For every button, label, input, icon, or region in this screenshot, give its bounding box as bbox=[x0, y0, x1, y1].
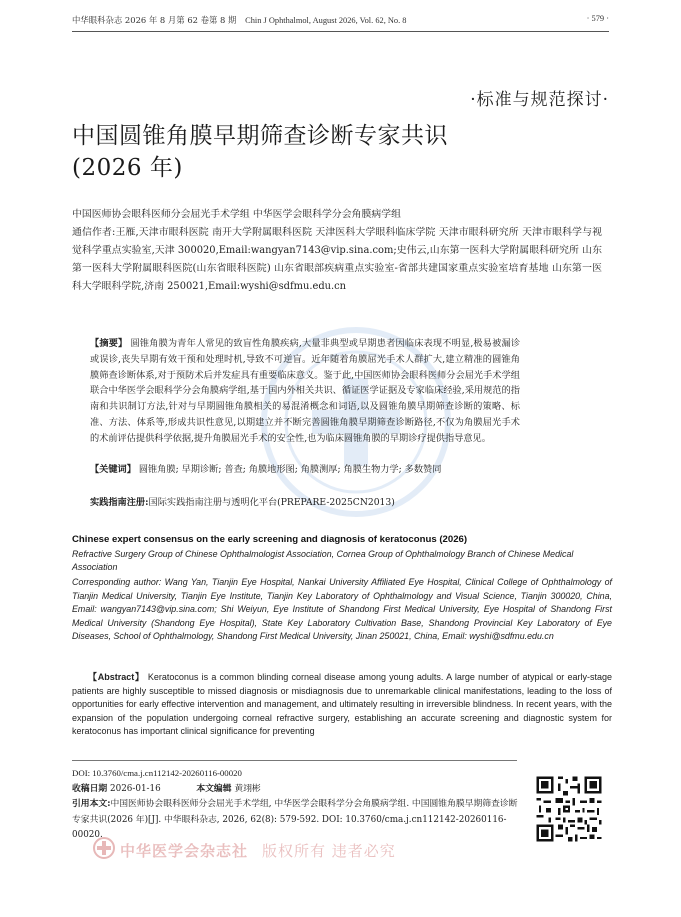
doi: DOI: 10.3760/cma.j.cn112142-20260116-00020 bbox=[72, 768, 242, 778]
copyright-notice: 版权所有 违者必究 bbox=[262, 842, 396, 860]
correspondence-cn: 通信作者:王雁,天津市眼科医院 南开大学附属眼科医院 天津医科大学眼科临床学院 天津市眼科研究所 天津市眼科学与视觉科学重点实验室,天津 300020,Email:wangyan7143@vip.sina.com;史伟云,山东第一医科大学附属眼科研究所 山东第一医科大学附属眼科医院(山东省眼科医院) 山东省眼部疾病重点实验室-省部共建国家重点实验室培育基地 山东第一医科大学眼科学院,济南 250021,Email:wyshi@sdfmu.edu.cn bbox=[72, 227, 602, 292]
guideline-registration bbox=[90, 494, 520, 508]
abstract-cn bbox=[90, 336, 520, 447]
publisher-logo-text bbox=[120, 840, 396, 861]
english-title: Chinese expert consensus on the early screening and diagnosis of keratoconus (2026) bbox=[72, 534, 468, 545]
footer-divider bbox=[72, 760, 517, 761]
citation-text: 中国医师协会眼科医师分会屈光手术学组, 中华医学会眼科学分会角膜病学组. 中国圆锥角膜早期筛查诊断专家共识(2026 年)[J]. 中华眼科杂志, 2026, 62(8): 579-592. DOI: 10.3760/cma.j.cn112142-20260116-00020. bbox=[72, 799, 518, 841]
received-date: 2026-01-16 bbox=[110, 783, 161, 794]
english-abstract-text: Keratoconus is a common blinding corneal disease among young adults. A large number of atypical or early-stage patients are highly susceptible to missed diagnosis or misdiagnosis due to unremarkable clinical manifestations, leading to the loss of opportunities for early effective intervention and management, and ultimately resulting in irreversible blindness. In recent years, with the expansion of the population undergoing corneal refractive surgery, establishing an accurate screening and diagnostic system for keratoconus has important clinical significance for preventing bbox=[72, 672, 612, 736]
article-footer bbox=[72, 766, 522, 844]
abstract-cn-label: 【摘要】 bbox=[90, 338, 128, 349]
running-header bbox=[72, 14, 609, 30]
citation-label: 引用本文: bbox=[72, 799, 111, 810]
journal-en: Chin J Ophthalmol, August 2026, Vol. 62, No. 8 bbox=[245, 16, 407, 25]
english-correspondence: Corresponding author: Wang Yan, Tianjin Eye Hospital, Nankai University Affiliated Eye Hospital, Clinical College of Ophthalmology of Tianjin Medical University, Tianjin Eye Institute, Tianjin Key Laboratory of Ophthalmology and Visual Science, Tianjin 300020, China, Email: wangyan7143@vip.sina.com; Shi Weiyun, Eye Institute of Shandong First Medical University, Eye Hospital of Shandong First Medical University (Shandong Eye Hospital), State Key Laboratory Cultivation Base, Shandong Provincial Key Laboratory of Eye Diseases, School of Ophthalmology, Shandong First Medical University, Jinan 250021, China, Email: wyshi@sdfmu.edu.cn bbox=[72, 577, 612, 642]
publisher-logo-icon bbox=[92, 836, 116, 860]
registration-label: 实践指南注册: bbox=[90, 497, 149, 508]
english-abstract bbox=[72, 671, 612, 739]
registration-text: 国际实践指南注册与透明化平台(PREPARE-2025CN2013) bbox=[148, 497, 395, 508]
editor-name: 黄翊彬 bbox=[234, 783, 261, 794]
abstract-cn-text: 圆锥角膜为青年人常见的致盲性角膜疾病,大量非典型或早期患者因临床表现不明显,极易被漏诊或误诊,丧失早期有效干预和处理时机,导致不可逆盲。近年随着角膜屈光手术人群扩大,建立精准的圆锥角膜筛查诊断体系,对于预防术后并发症具有重要临床意义。鉴于此,中国医师协会眼科医师分会屈光手术学组联合中华医学会眼科学分会角膜病学组,基于国内外相关共识、循证医学证据及专家临床经验,采用规范的指南和共识制订方法,针对与早期圆锥角膜相关的易混淆概念和词语,以及圆锥角膜早期筛查诊断的策略、标准、方法、体系等,形成共识性意见,以期建立并不断完善圆锥角膜早期筛查诊断路径,不仅为角膜屈光手术的术前评估提供科学依据,提升角膜屈光手术的安全性,也为临床圆锥角膜的早期诊疗提供指导意见。 bbox=[90, 338, 521, 444]
header-divider bbox=[72, 31, 609, 32]
title-line-1: 中国圆锥角膜早期筛查诊断专家共识 bbox=[72, 123, 448, 149]
keywords-cn-label: 【关键词】 bbox=[90, 464, 136, 475]
author-groups: 中国医师协会眼科医师分会屈光手术学组 中华医学会眼科学分会角膜病学组 bbox=[72, 209, 402, 220]
keywords-cn bbox=[90, 462, 520, 478]
journal-info bbox=[72, 14, 407, 26]
received-label: 收稿日期 bbox=[72, 783, 108, 794]
editor-label: 本文编辑 bbox=[196, 783, 232, 794]
received-editor-line bbox=[72, 782, 522, 798]
page-number: · 579 · bbox=[586, 14, 609, 23]
title-line-2: (2026 年) bbox=[72, 155, 183, 181]
article-title bbox=[72, 120, 592, 184]
qr-code-icon[interactable] bbox=[534, 774, 604, 844]
keywords-cn-text: 圆锥角膜; 早期诊断; 普查; 角膜地形图; 角膜测厚; 角膜生物力学; 多数赞同 bbox=[138, 464, 442, 475]
english-abstract-label: 【Abstract】 bbox=[88, 672, 145, 682]
publisher-name: 中华医学会杂志社 bbox=[120, 842, 249, 860]
authors-cn bbox=[72, 206, 602, 296]
english-authors: Refractive Surgery Group of Chinese Ophthalmologist Association, Cornea Group of Ophthalmology Branch of Chinese Medical Association bbox=[72, 549, 574, 573]
citation bbox=[72, 797, 522, 844]
journal-cn: 中华眼科杂志 2026 年 8 月第 62 卷第 8 期 bbox=[72, 15, 237, 25]
column-label: ·标准与规范探讨· bbox=[470, 90, 609, 110]
